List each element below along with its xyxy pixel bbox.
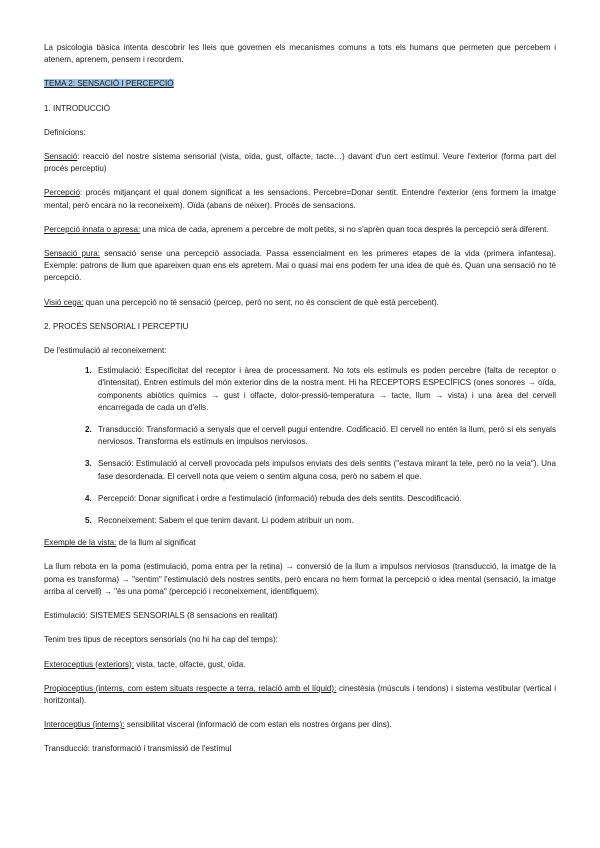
example-heading <box>44 537 556 549</box>
definition-sensacio-pura <box>44 248 556 285</box>
list-item: 5. Reconeixement: Sabem el que tenim davant. Li podem atribuir un nom. <box>94 515 556 527</box>
estimulacio-line: Estimulació: SISTEMES SENSORIALS (8 sensacions en realitat) <box>44 611 278 621</box>
process-intro: De l'estimulació al reconeixement: <box>44 346 167 356</box>
definition-visio-cega <box>44 297 556 309</box>
example-paragraph: La llum rebota en la poma (estimulació, poma entra per la retina) → conversió de la llum a impulsos nerviosos (transducció, la imatge de la poma es transforma) → "sentim" l'estimulació dels nostres sentits, però encara no hem format la percepció o idea mental (sensació, la imatge arriba al cervell) → "és una poma" (percepció i reconeixement, identifiquem). <box>44 562 556 596</box>
definition-text: : reacció del nostre sistema sensorial (vista, oïda, gust, olfacte, tacte…) davant d'un cert estímul. Veure l'exterior (forma part del procés perceptiu) <box>44 152 556 174</box>
definition-text: quan una percepció no té sensació (percep, però no sent, no és conscient de què està percebent). <box>83 297 439 307</box>
definition-text: una mica de cada, aprenem a percebre de molt petits, si no s'aprèn quan toca després la percepció serà diferent. <box>140 224 549 234</box>
intro-paragraph: La psicologia bàsica intenta descobrir les lleis que governen els mecanismes comuns a tots els humans que permeten que percebem i atenem, aprenem, pensem i recordem. <box>44 43 556 65</box>
receptor-propioceptius <box>44 683 556 707</box>
definitions-label: Definicions: <box>44 127 86 137</box>
list-item: 2. Transducció: Transformació a senyals que el cervell pugui entendre. Codificació. El cervell no entén la llum, però sí els senyals nerviosos. Transforma els estímuls en impulsos nerviosos. <box>94 424 556 448</box>
definition-percepcio <box>44 187 556 211</box>
definition-term: Percepció <box>44 188 80 198</box>
definition-term: Percepció innata o apresa: <box>44 224 141 234</box>
list-item: 1. Estimulació: Especificitat del receptor i àrea de processament. No tots els estímuls es poden percebre (falta de receptor o d'intensitat). Entren estímuls del món exterior dins de la nostra ment. Hi ha RECEPTORS ESPECÍFICS (ones sonores → oïda, components abiòtics químics → gust i olfacte, dolor-pressió-temperatura → tacte, llum → vista) i una àrea del cervell encarregada de cada un d'ells. <box>94 365 556 414</box>
receptor-term: Interoceptius (interns): <box>44 720 125 730</box>
process-steps-list <box>44 365 556 527</box>
receptor-text: sensibilitat visceral (informació de com estan els nostres òrgans per dins). <box>124 720 392 730</box>
receptor-term: Propioceptius (interns, com estem situats respecte a terra, relació amb el líquid): <box>44 683 337 693</box>
transduccio-line: Transducció: transformació i transmissió de l'estímul <box>44 744 232 754</box>
definition-sensacio <box>44 151 556 175</box>
receptor-text: cinestèsia (músculs i tendons) i sistema vestibular (vertical i horitzontal). <box>44 683 556 705</box>
section2-heading: 2. PROCÉS SENSORIAL I PERCEPTIU <box>44 321 189 331</box>
definition-text: sensació sense una percepció associada. Passa essencialment en les primeres etapes de la vida (primera infantesa). Exemple: patrons de llum que apareixen quan ens els apretem. Mai o quasi mai ens podem fer una idea de què és. Quan una sensació no té percepció. <box>44 249 556 283</box>
definition-percepcio-innata <box>44 224 556 236</box>
tema-heading <box>44 78 556 90</box>
receptors-line: Tenim tres tipus de receptors sensorials (no hi ha cap del temps): <box>44 635 278 645</box>
list-item: 3. Sensació: Estimulació al cervell provocada pels impulsos enviats des dels sentits ("estava mirant la tele, però no la veia"). Una fase desordenada. El cervell nota que veiem o sentim alguna cosa, però no sabem el que. <box>94 458 556 482</box>
tema-title: TEMA 2: SENSACIÓ I PERCEPCIÓ <box>44 79 174 89</box>
section1-heading: 1. INTRODUCCIÓ <box>44 103 111 113</box>
definition-term: Visió cega: <box>44 297 84 307</box>
definition-text: : procés mitjançant el qual donem significat a les sensacions. Percebre=Donar sentit. Entendre l'exterior (ens formem la imatge mental, però encara no la reconeixem). Oïda (abans de néixer). Procés de sensacions. <box>44 188 556 210</box>
receptor-interoceptius <box>44 719 556 731</box>
receptor-text: vista, tacte, olfacte, gust, oïda. <box>133 659 246 669</box>
example-text: de la llum al significat <box>116 538 196 548</box>
receptor-exteroceptius <box>44 659 556 671</box>
list-item: 4. Percepció: Donar significat i ordre a l'estimulació (informació) rebuda des dels sentits. Descodificació. <box>94 493 556 505</box>
receptor-term: Exteroceptius (exteriors): <box>44 659 134 669</box>
example-term: Exemple de la vista: <box>44 538 117 548</box>
definition-term: Sensació <box>44 152 78 162</box>
definition-term: Sensació pura: <box>44 249 100 259</box>
